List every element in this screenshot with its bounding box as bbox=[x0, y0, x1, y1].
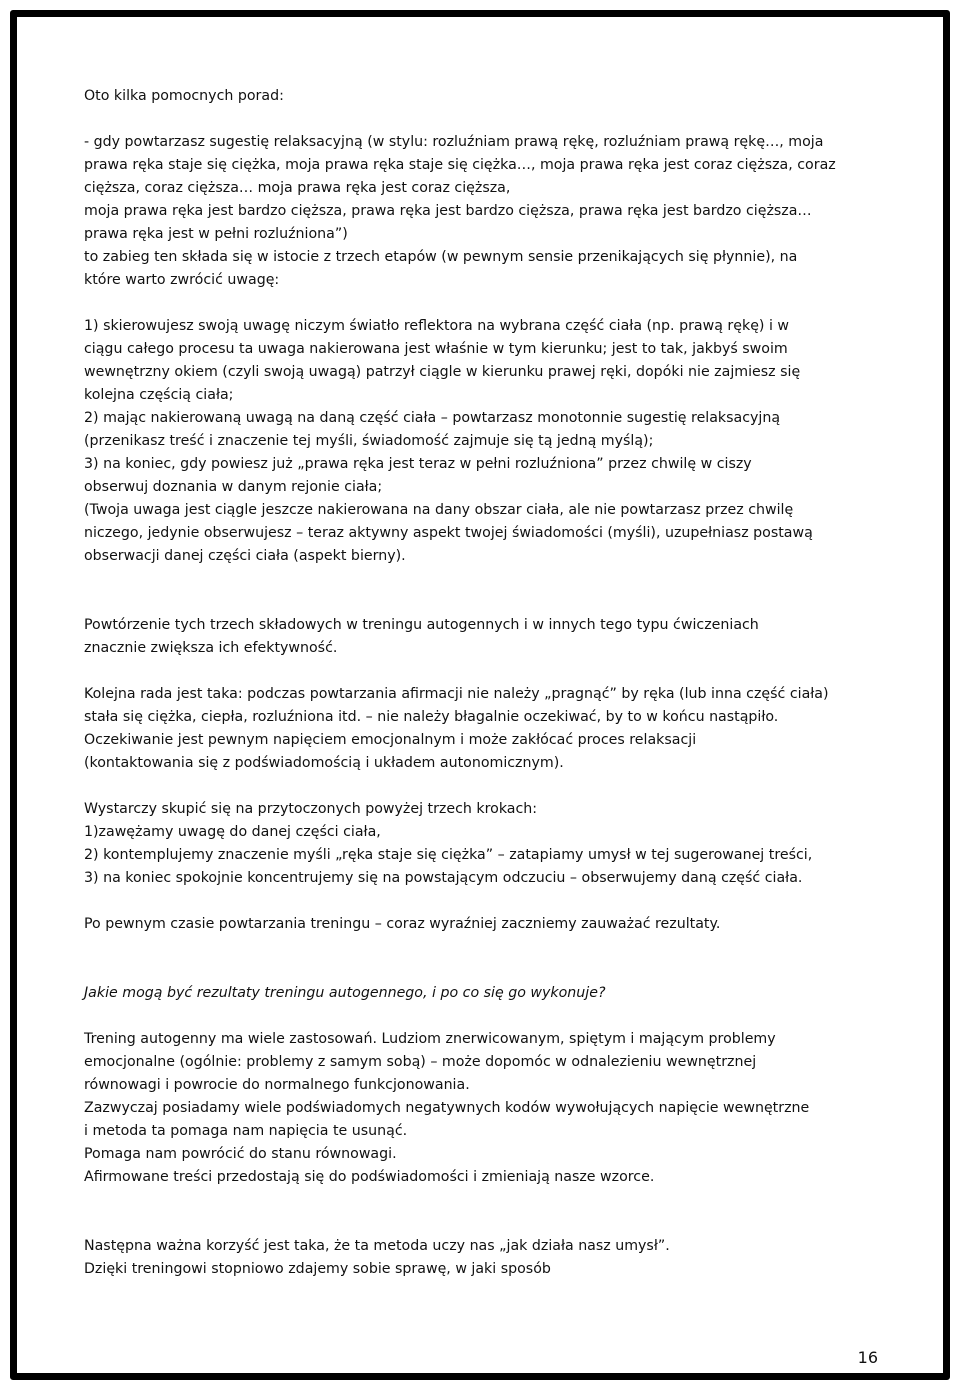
text-line: 3) na koniec, gdy powiesz już „prawa ręka jest teraz w pełni rozluźniona” przez chwilę w ciszy bbox=[84, 456, 752, 472]
text-line: obserwacji danej części ciała (aspekt bierny). bbox=[84, 548, 406, 564]
text-line: Pomaga nam powrócić do stanu równowagi. bbox=[84, 1146, 397, 1162]
text-line: Afirmowane treści przedostają się do podświadomości i zmieniają nasze wzorce. bbox=[84, 1169, 655, 1185]
text-line: emocjonalne (ogólnie: problemy z samym sobą) – może dopomóc w odnalezieniu wewnętrznej bbox=[84, 1054, 757, 1070]
benefit-paragraph bbox=[84, 1235, 884, 1281]
text-line: znacznie zwiększa ich efektywność. bbox=[84, 640, 338, 656]
steps-paragraph bbox=[84, 315, 884, 568]
text-line: Kolejna rada jest taka: podczas powtarzania afirmacji nie należy „pragnąć” by ręka (lub inna część ciała) bbox=[84, 686, 829, 702]
text-line: Jakie mogą być rezultaty treningu autogennego, i po co się go wykonuje? bbox=[84, 985, 606, 1001]
next-tip-paragraph bbox=[84, 683, 884, 775]
text-line: to zabieg ten składa się w istocie z trzech etapów (w pewnym sensie przenikających się płynnie), na bbox=[84, 249, 798, 265]
text-line: prawa ręka staje się ciężka, moja prawa ręka staje się ciężka…, moja prawa ręka jest coraz cięższa, coraz bbox=[84, 157, 836, 173]
text-line: niczego, jedynie obserwujesz – teraz aktywny aspekt twojej świadomości (myśli), uzupełniasz postawą bbox=[84, 525, 813, 541]
result-paragraph bbox=[84, 913, 884, 936]
summary-paragraph bbox=[84, 798, 884, 890]
text-line: (Twoja uwaga jest ciągle jeszcze nakierowana na dany obszar ciała, ale nie powtarzasz przez chwilę bbox=[84, 502, 794, 518]
uses-paragraph bbox=[84, 1028, 884, 1189]
text-line: ciągu całego procesu ta uwaga nakierowana jest właśnie w tym kierunku; jest to tak, jakbyś swoim bbox=[84, 341, 788, 357]
text-line: kolejna częścią ciała; bbox=[84, 387, 234, 403]
text-line: moja prawa ręka jest bardzo cięższa, prawa ręka jest bardzo cięższa, prawa ręka jest bardzo cięższa… bbox=[84, 203, 812, 219]
text-line: wewnętrzny okiem (czyli swoją uwagą) patrzył ciągle w kierunku prawej ręki, dopóki nie zajmiesz się bbox=[84, 364, 801, 380]
text-line: 2) kontemplujemy znaczenie myśli „ręka staje się ciężka” – zatapiamy umysł w tej sugerowanej treści, bbox=[84, 847, 813, 863]
tip-paragraph bbox=[84, 131, 884, 292]
text-line: cięższa, coraz cięższa… moja prawa ręka jest coraz cięższa, bbox=[84, 180, 511, 196]
repetition-paragraph bbox=[84, 614, 884, 660]
text-line: Po pewnym czasie powtarzania treningu – coraz wyraźniej zaczniemy zauważać rezultaty. bbox=[84, 916, 721, 932]
text-line: Oczekiwanie jest pewnym napięciem emocjonalnym i może zakłócać proces relaksacji bbox=[84, 732, 697, 748]
text-line: stała się ciężka, ciepła, rozluźniona itd. – nie należy błagalnie oczekiwać, by to w końcu nastąpiło. bbox=[84, 709, 779, 725]
text-line: Następna ważna korzyść jest taka, że ta metoda uczy nas „jak działa nasz umysł”. bbox=[84, 1238, 670, 1254]
text-line: 1)zawężamy uwagę do danej części ciała, bbox=[84, 824, 381, 840]
text-line: które warto zwrócić uwagę: bbox=[84, 272, 280, 288]
text-line: Dzięki treningowi stopniowo zdajemy sobie sprawę, w jaki sposób bbox=[84, 1261, 551, 1277]
text-line: Wystarczy skupić się na przytoczonych powyżej trzech krokach: bbox=[84, 801, 538, 817]
text-line: (przenikasz treść i znaczenie tej myśli, świadomość zajmuje się tą jedną myślą); bbox=[84, 433, 654, 449]
text-line: Zazwyczaj posiadamy wiele podświadomych negatywnych kodów wywołujących napięcie wewnętrzne bbox=[84, 1100, 810, 1116]
text-line: równowagi i powrocie do normalnego funkcjonowania. bbox=[84, 1077, 470, 1093]
text-line: 1) skierowujesz swoją uwagę niczym światło reflektora na wybrana część ciała (np. prawą rękę) i w bbox=[84, 318, 790, 334]
text-line: 3) na koniec spokojnie koncentrujemy się na powstającym odczuciu – obserwujemy daną część ciała. bbox=[84, 870, 803, 886]
text-line: obserwuj doznania w danym rejonie ciała; bbox=[84, 479, 383, 495]
text-line: - gdy powtarzasz sugestię relaksacyjną (w stylu: rozluźniam prawą rękę, rozluźniam prawą rękę…, moja bbox=[84, 134, 824, 150]
question-heading bbox=[84, 982, 884, 1005]
page-number: 16 bbox=[857, 1348, 878, 1367]
text-line: Oto kilka pomocnych porad: bbox=[84, 88, 284, 104]
text-line: Trening autogenny ma wiele zastosowań. Ludziom znerwicowanym, spiętym i mającym problemy bbox=[84, 1031, 776, 1047]
intro-paragraph bbox=[84, 85, 884, 108]
text-line: prawa ręka jest w pełni rozluźniona”) bbox=[84, 226, 348, 242]
text-line: 2) mając nakierowaną uwagą na daną część ciała – powtarzasz monotonnie sugestię relaksacyjną bbox=[84, 410, 781, 426]
text-line: i metoda ta pomaga nam napięcia te usunąć. bbox=[84, 1123, 408, 1139]
text-line: Powtórzenie tych trzech składowych w treningu autogennych i w innych tego typu ćwiczeniach bbox=[84, 617, 759, 633]
text-line: (kontaktowania się z podświadomością i układem autonomicznym). bbox=[84, 755, 564, 771]
document-body bbox=[84, 85, 884, 1281]
